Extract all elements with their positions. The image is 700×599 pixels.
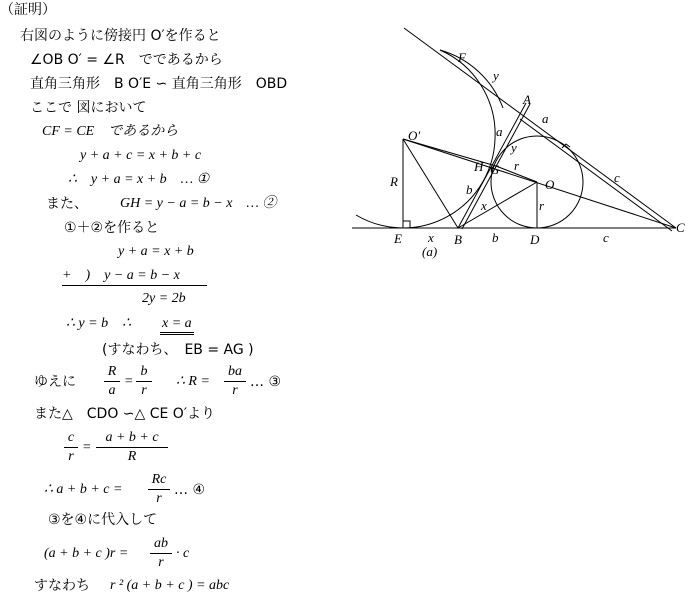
line-CF-parallel bbox=[520, 119, 672, 231]
proof-line-9: ①＋②を作ると bbox=[64, 220, 160, 236]
proof-line-14: (すなわち、 EB = AG ) bbox=[102, 342, 254, 358]
proof-line-18-a: ∴ a + b + c = bbox=[44, 482, 123, 497]
fraction-denominator: a bbox=[108, 383, 116, 398]
label-E: E bbox=[394, 231, 402, 246]
fraction-denominator: r bbox=[68, 449, 74, 464]
label-H: H bbox=[474, 159, 484, 174]
label-D: D bbox=[530, 232, 540, 247]
label-b1: b bbox=[466, 182, 473, 197]
figure-caption: (a) bbox=[422, 244, 438, 259]
proof-line-12: 2y = 2b bbox=[142, 291, 186, 306]
proof-line-8-eq: GH = y − a = b − x … ② bbox=[120, 196, 277, 211]
label-y2: y bbox=[511, 140, 517, 155]
label-c1: c bbox=[614, 170, 620, 185]
proof-line-15-label: ゆえに bbox=[34, 374, 76, 390]
proof-line-8-label: また、 bbox=[46, 196, 88, 212]
proof-line-13-b: x = a bbox=[160, 316, 194, 335]
proof-line-19: ③を④に代入して bbox=[48, 512, 158, 528]
label-r1: r bbox=[514, 158, 520, 173]
equals-sign: = bbox=[124, 374, 134, 389]
fraction-numerator: b bbox=[140, 364, 148, 379]
proof-line-16: また△ CDO ∽△ CE O′より bbox=[34, 406, 216, 422]
equals-sign: = bbox=[82, 440, 92, 455]
fraction-numerator: ab bbox=[154, 536, 168, 551]
proof-line-15-c: … ③ bbox=[250, 374, 282, 390]
line-Oprime-C bbox=[403, 139, 676, 228]
proof-line-21-eq: r ² (a + b + c ) = abc bbox=[110, 578, 230, 593]
label-a1: a bbox=[542, 111, 549, 126]
label-x1: x bbox=[481, 198, 487, 213]
proof-line-10: y + a = x + b bbox=[118, 244, 194, 259]
label-y1: y bbox=[493, 68, 499, 83]
proof-line-20-b: · c bbox=[176, 546, 190, 561]
excircle-arc bbox=[356, 50, 495, 228]
fraction-numerator: Rc bbox=[151, 472, 167, 487]
fraction-denominator: R bbox=[127, 449, 137, 464]
label-O-prime: O′ bbox=[408, 128, 421, 143]
label-c2: c bbox=[603, 230, 609, 245]
label-C: C bbox=[676, 220, 685, 235]
proof-line-20-a: (a + b + c )r = bbox=[44, 546, 129, 561]
fraction-numerator: a + b + c bbox=[105, 430, 159, 445]
fraction-numerator: ba bbox=[228, 364, 242, 379]
label-r2: r bbox=[539, 198, 545, 213]
label-B: B bbox=[454, 232, 462, 247]
proof-line-4: ここで 図において bbox=[30, 100, 147, 116]
label-b2: b bbox=[492, 230, 499, 245]
proof-line-11: + ) y − a = b − x bbox=[62, 268, 180, 283]
proof-line-15-b: ∴ R = bbox=[176, 374, 210, 389]
label-a2: a bbox=[496, 124, 503, 139]
label-A: A bbox=[523, 92, 531, 107]
proof-line-3: 直角三角形 B O′E ∽ 直角三角形 OBD bbox=[30, 76, 288, 92]
label-x2: x bbox=[428, 230, 434, 245]
proof-line-21-label: すなわち bbox=[34, 578, 90, 594]
fraction-denominator: r bbox=[158, 555, 164, 570]
proof-heading: （証明） bbox=[0, 2, 56, 18]
proof-line-5: CF = CE であるから bbox=[42, 124, 179, 139]
right-angle-E bbox=[403, 221, 410, 228]
proof-line-2: ∠OB O′ = ∠R でであるから bbox=[30, 52, 223, 68]
label-O: O bbox=[545, 177, 555, 192]
proof-line-7: ∴ y + a = x + b … ① bbox=[68, 172, 210, 187]
fraction-denominator: r bbox=[156, 491, 162, 506]
label-G: G bbox=[490, 162, 500, 177]
fraction-numerator: R bbox=[107, 364, 117, 379]
label-F: F bbox=[458, 50, 466, 65]
fraction-numerator: c bbox=[67, 430, 75, 445]
label-R: R bbox=[390, 174, 398, 189]
fraction-denominator: r bbox=[141, 383, 147, 398]
proof-line-1: 右図のように傍接円 O′を作ると bbox=[20, 28, 221, 44]
proof-line-18-b: … ④ bbox=[174, 482, 206, 498]
fraction-denominator: r bbox=[232, 383, 238, 398]
proof-line-6: y + a + c = x + b + c bbox=[80, 148, 202, 163]
proof-line-13-a: ∴ y = b ∴ bbox=[66, 316, 131, 331]
